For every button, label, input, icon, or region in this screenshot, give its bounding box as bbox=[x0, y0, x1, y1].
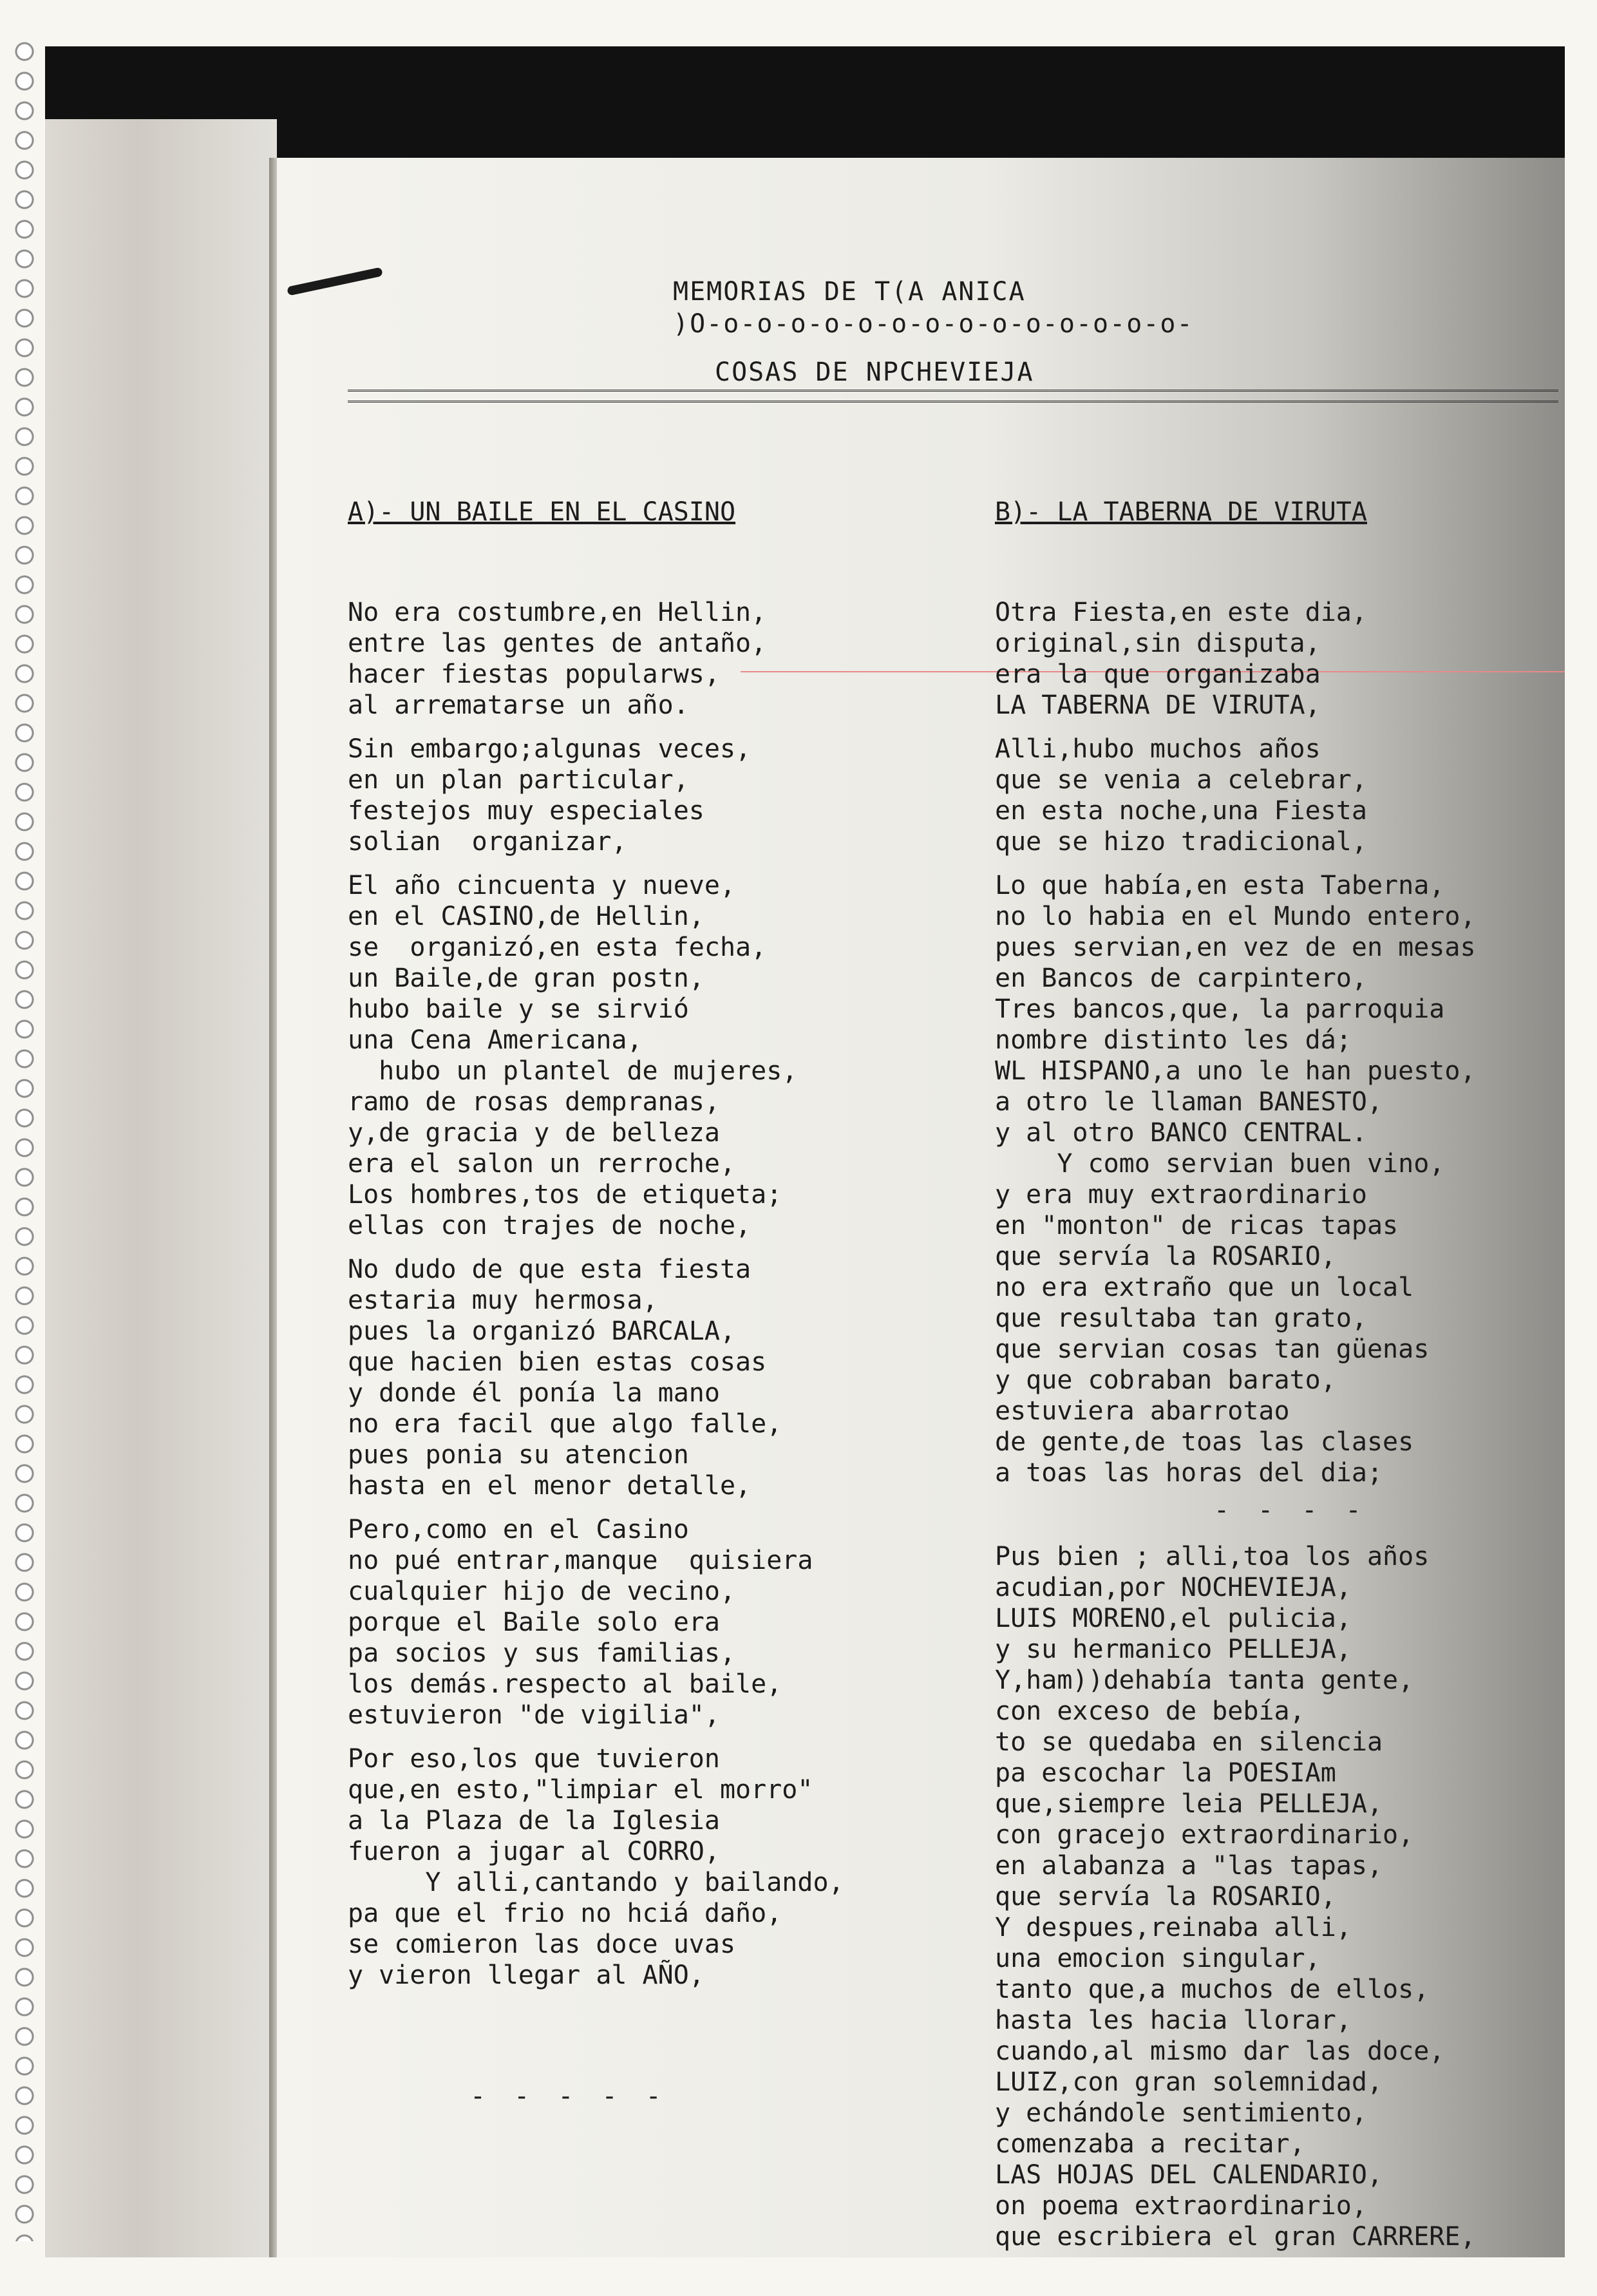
verse-line: hubo baile y se sirvió bbox=[348, 994, 689, 1024]
verse-line: estaria muy hermosa, bbox=[348, 1286, 658, 1315]
verse-line: se comieron las doce uvas bbox=[348, 1930, 736, 1959]
verse-line: que se venia a celebrar, bbox=[995, 765, 1367, 795]
verse-line: y donde él ponía la mano bbox=[348, 1378, 720, 1408]
left-stanza bbox=[348, 1514, 844, 1731]
verse-line: que servía la ROSARIO, bbox=[995, 1882, 1336, 1912]
verse-line: Pero,como en el Casino bbox=[348, 1515, 689, 1544]
verse-line: nombre distinto les dá; bbox=[995, 1025, 1352, 1055]
verse-line: que escribiera el gran CARRERE, bbox=[995, 2222, 1476, 2252]
verse-line: solian organizar, bbox=[348, 827, 627, 857]
verse-line: Pus bien ; alli,toa los años bbox=[995, 1542, 1430, 1571]
verse-line: en el CASINO,de Hellin, bbox=[348, 902, 704, 931]
verse-line: Y despues,reinaba alli, bbox=[995, 1913, 1352, 1942]
verse-line: LAS HOJAS DEL CALENDARIO, bbox=[995, 2160, 1383, 2190]
verse-line: no era facil que algo falle, bbox=[348, 1409, 782, 1439]
verse-line: fueron a jugar al CORRO, bbox=[348, 1837, 720, 1866]
left-column-title: A)- UN BAILE EN EL CASINO bbox=[348, 497, 736, 527]
verse-line: y era muy extraordinario bbox=[995, 1180, 1367, 1210]
verse-line: que se hizo tradicional, bbox=[995, 827, 1367, 857]
verse-line: LUIZ,con gran solemnidad, bbox=[995, 2067, 1383, 2097]
verse-line: Y,ham))dehabía tanta gente, bbox=[995, 1665, 1414, 1695]
document-title: MEMORIAS DE T(A ANICA bbox=[673, 277, 1026, 307]
verse-line: cuando,al mismo dar las doce, bbox=[995, 2036, 1445, 2066]
verse-line: y que cobraban barato, bbox=[995, 1365, 1336, 1395]
header-separator bbox=[348, 390, 1558, 403]
verse-line: a toas las horas del dia; bbox=[995, 1458, 1383, 1488]
verse-line: entre las gentes de antaño, bbox=[348, 629, 767, 658]
left-end-mark: - - - - - bbox=[470, 2082, 668, 2111]
verse-line: que resultaba tan grato, bbox=[995, 1304, 1367, 1333]
verse-line: que servía la ROSARIO, bbox=[995, 1242, 1336, 1271]
verse-line: Y como servian buen vino, bbox=[995, 1149, 1445, 1179]
verse-line: no pué entrar,manque quisiera bbox=[348, 1546, 813, 1575]
verse-line: to se quedaba en silencia bbox=[995, 1727, 1383, 1757]
verse-line: a otro le llaman BANESTO, bbox=[995, 1087, 1383, 1117]
verse-line: en un plan particular, bbox=[348, 765, 689, 795]
verse-line: pa socios y sus familias, bbox=[348, 1638, 736, 1668]
right-stanza bbox=[995, 734, 1476, 857]
verse-line: original,sin disputa, bbox=[995, 629, 1321, 658]
verse-line: era la que organizaba bbox=[995, 659, 1321, 689]
verse-line: pa escochar la POESIAm bbox=[995, 1758, 1336, 1788]
verse-line: no lo habia en el Mundo entero, bbox=[995, 902, 1476, 931]
right-column-title: B)- LA TABERNA DE VIRUTA bbox=[995, 497, 1367, 527]
verse-line: no era extraño que un local bbox=[995, 1273, 1414, 1302]
verse-line: Y alli,cantando y bailando, bbox=[348, 1868, 844, 1897]
verse-line: on poema extraordinario, bbox=[995, 2191, 1367, 2221]
verse-line: y echándole sentimiento, bbox=[995, 2098, 1367, 2128]
left-stanza bbox=[348, 597, 844, 721]
verse-line: que servian cosas tan güenas bbox=[995, 1334, 1430, 1364]
verse-line: con exceso de bebía, bbox=[995, 1696, 1305, 1726]
verse-line: una emocion singular, bbox=[995, 1944, 1321, 1973]
verse-line: pues servian,en vez de en mesas bbox=[995, 933, 1476, 962]
verse-line: Lo que había,en esta Taberna, bbox=[995, 871, 1445, 900]
verse-line: y vieron llegar al AÑO, bbox=[348, 1960, 704, 1990]
verse-line: y,de gracia y de belleza bbox=[348, 1118, 720, 1148]
verse-line: tanto que,a muchos de ellos, bbox=[995, 1975, 1430, 2004]
verse-line: en alabanza a "las tapas, bbox=[995, 1851, 1383, 1881]
verse-line: y su hermanico PELLEJA, bbox=[995, 1635, 1352, 1664]
verse-line: acudian,por NOCHEVIEJA, bbox=[995, 1573, 1352, 1602]
verse-line: comenzaba a recitar, bbox=[995, 2129, 1305, 2159]
verse-line: se organizó,en esta fecha, bbox=[348, 933, 767, 962]
verse-line: al arrematarse un año. bbox=[348, 690, 689, 720]
verse-line: una Cena Americana, bbox=[348, 1025, 643, 1055]
verse-line: Por eso,los que tuvieron bbox=[348, 1744, 720, 1774]
verse-line: Sin embargo;algunas veces, bbox=[348, 734, 751, 764]
verse-line: LUIS MORENO,el pulicia, bbox=[995, 1604, 1352, 1633]
verse-line: Los hombres,tos de etiqueta; bbox=[348, 1180, 782, 1210]
verse-line: pues ponia su atencion bbox=[348, 1440, 689, 1470]
verse-line: que hacien bien estas cosas bbox=[348, 1347, 767, 1377]
document-subtitle: COSAS DE NPCHEVIEJA bbox=[715, 357, 1034, 387]
right-mid-mark: - - - - bbox=[1214, 1495, 1368, 1525]
left-column bbox=[348, 435, 844, 2143]
verse-line: LA TABERNA DE VIRUTA, bbox=[995, 690, 1321, 720]
verse-line: estuvieron "de vigilia", bbox=[348, 1700, 720, 1730]
verse-line: Otra Fiesta,en este dia, bbox=[995, 598, 1367, 627]
verse-line: hacer fiestas popularws, bbox=[348, 659, 720, 689]
verse-line: porque el Baile solo era bbox=[348, 1608, 720, 1637]
left-stanza bbox=[348, 1254, 844, 1501]
right-stanza bbox=[995, 870, 1476, 1488]
verse-line: en Bancos de carpintero, bbox=[995, 963, 1367, 993]
verse-line: No era costumbre,en Hellin, bbox=[348, 598, 767, 627]
right-stanza bbox=[995, 1541, 1476, 2252]
spiral-binding bbox=[12, 39, 37, 2241]
paper-fold bbox=[269, 158, 277, 2257]
verse-line: estuviera abarrotao bbox=[995, 1396, 1290, 1426]
left-stanza bbox=[348, 870, 844, 1241]
verse-line: en esta noche,una Fiesta bbox=[995, 796, 1367, 826]
verse-line: y al otro BANCO CENTRAL. bbox=[995, 1118, 1367, 1148]
left-stanzas bbox=[348, 597, 844, 1991]
verse-line: hasta en el menor detalle, bbox=[348, 1471, 751, 1501]
right-stanzas bbox=[995, 597, 1476, 2252]
verse-line: pues la organizó BARCALA, bbox=[348, 1316, 736, 1346]
title-ornament: )O-o-o-o-o-o-o-o-o-o-o-o-o-o-o- bbox=[673, 309, 1194, 339]
verse-line: hasta les hacia llorar, bbox=[995, 2006, 1352, 2035]
verse-line: pa que el frio no hciá daño, bbox=[348, 1899, 782, 1928]
verse-line: en "monton" de ricas tapas bbox=[995, 1211, 1399, 1240]
verse-line: cualquier hijo de vecino, bbox=[348, 1577, 736, 1606]
verse-line: que,en esto,"limpiar el morro" bbox=[348, 1775, 813, 1805]
verse-line: El año cincuenta y nueve, bbox=[348, 871, 736, 900]
verse-line: ellas con trajes de noche, bbox=[348, 1211, 751, 1240]
torn-paper-strip bbox=[45, 119, 277, 2257]
verse-line: Alli,hubo muchos años bbox=[995, 734, 1321, 764]
verse-line: un Baile,de gran postn, bbox=[348, 963, 704, 993]
verse-line: era el salon un rerroche, bbox=[348, 1149, 736, 1179]
verse-line: hubo un plantel de mujeres, bbox=[348, 1056, 798, 1086]
verse-line: No dudo de que esta fiesta bbox=[348, 1255, 751, 1284]
verse-line: WL HISPANO,a uno le han puesto, bbox=[995, 1056, 1476, 1086]
verse-line: los demás.respecto al baile, bbox=[348, 1669, 782, 1699]
verse-line: con gracejo extraordinario, bbox=[995, 1820, 1414, 1850]
verse-line: ramo de rosas dempranas, bbox=[348, 1087, 720, 1117]
verse-line: Tres bancos,que, la parroquia bbox=[995, 994, 1445, 1024]
left-stanza bbox=[348, 1743, 844, 1991]
verse-line: de gente,de toas las clases bbox=[995, 1427, 1414, 1457]
verse-line: a la Plaza de la Iglesia bbox=[348, 1806, 720, 1836]
verse-line: festejos muy especiales bbox=[348, 796, 704, 826]
right-stanza bbox=[995, 597, 1476, 721]
left-stanza bbox=[348, 734, 844, 857]
right-column bbox=[995, 435, 1476, 2296]
verse-line: que,siempre leia PELLEJA, bbox=[995, 1789, 1383, 1819]
